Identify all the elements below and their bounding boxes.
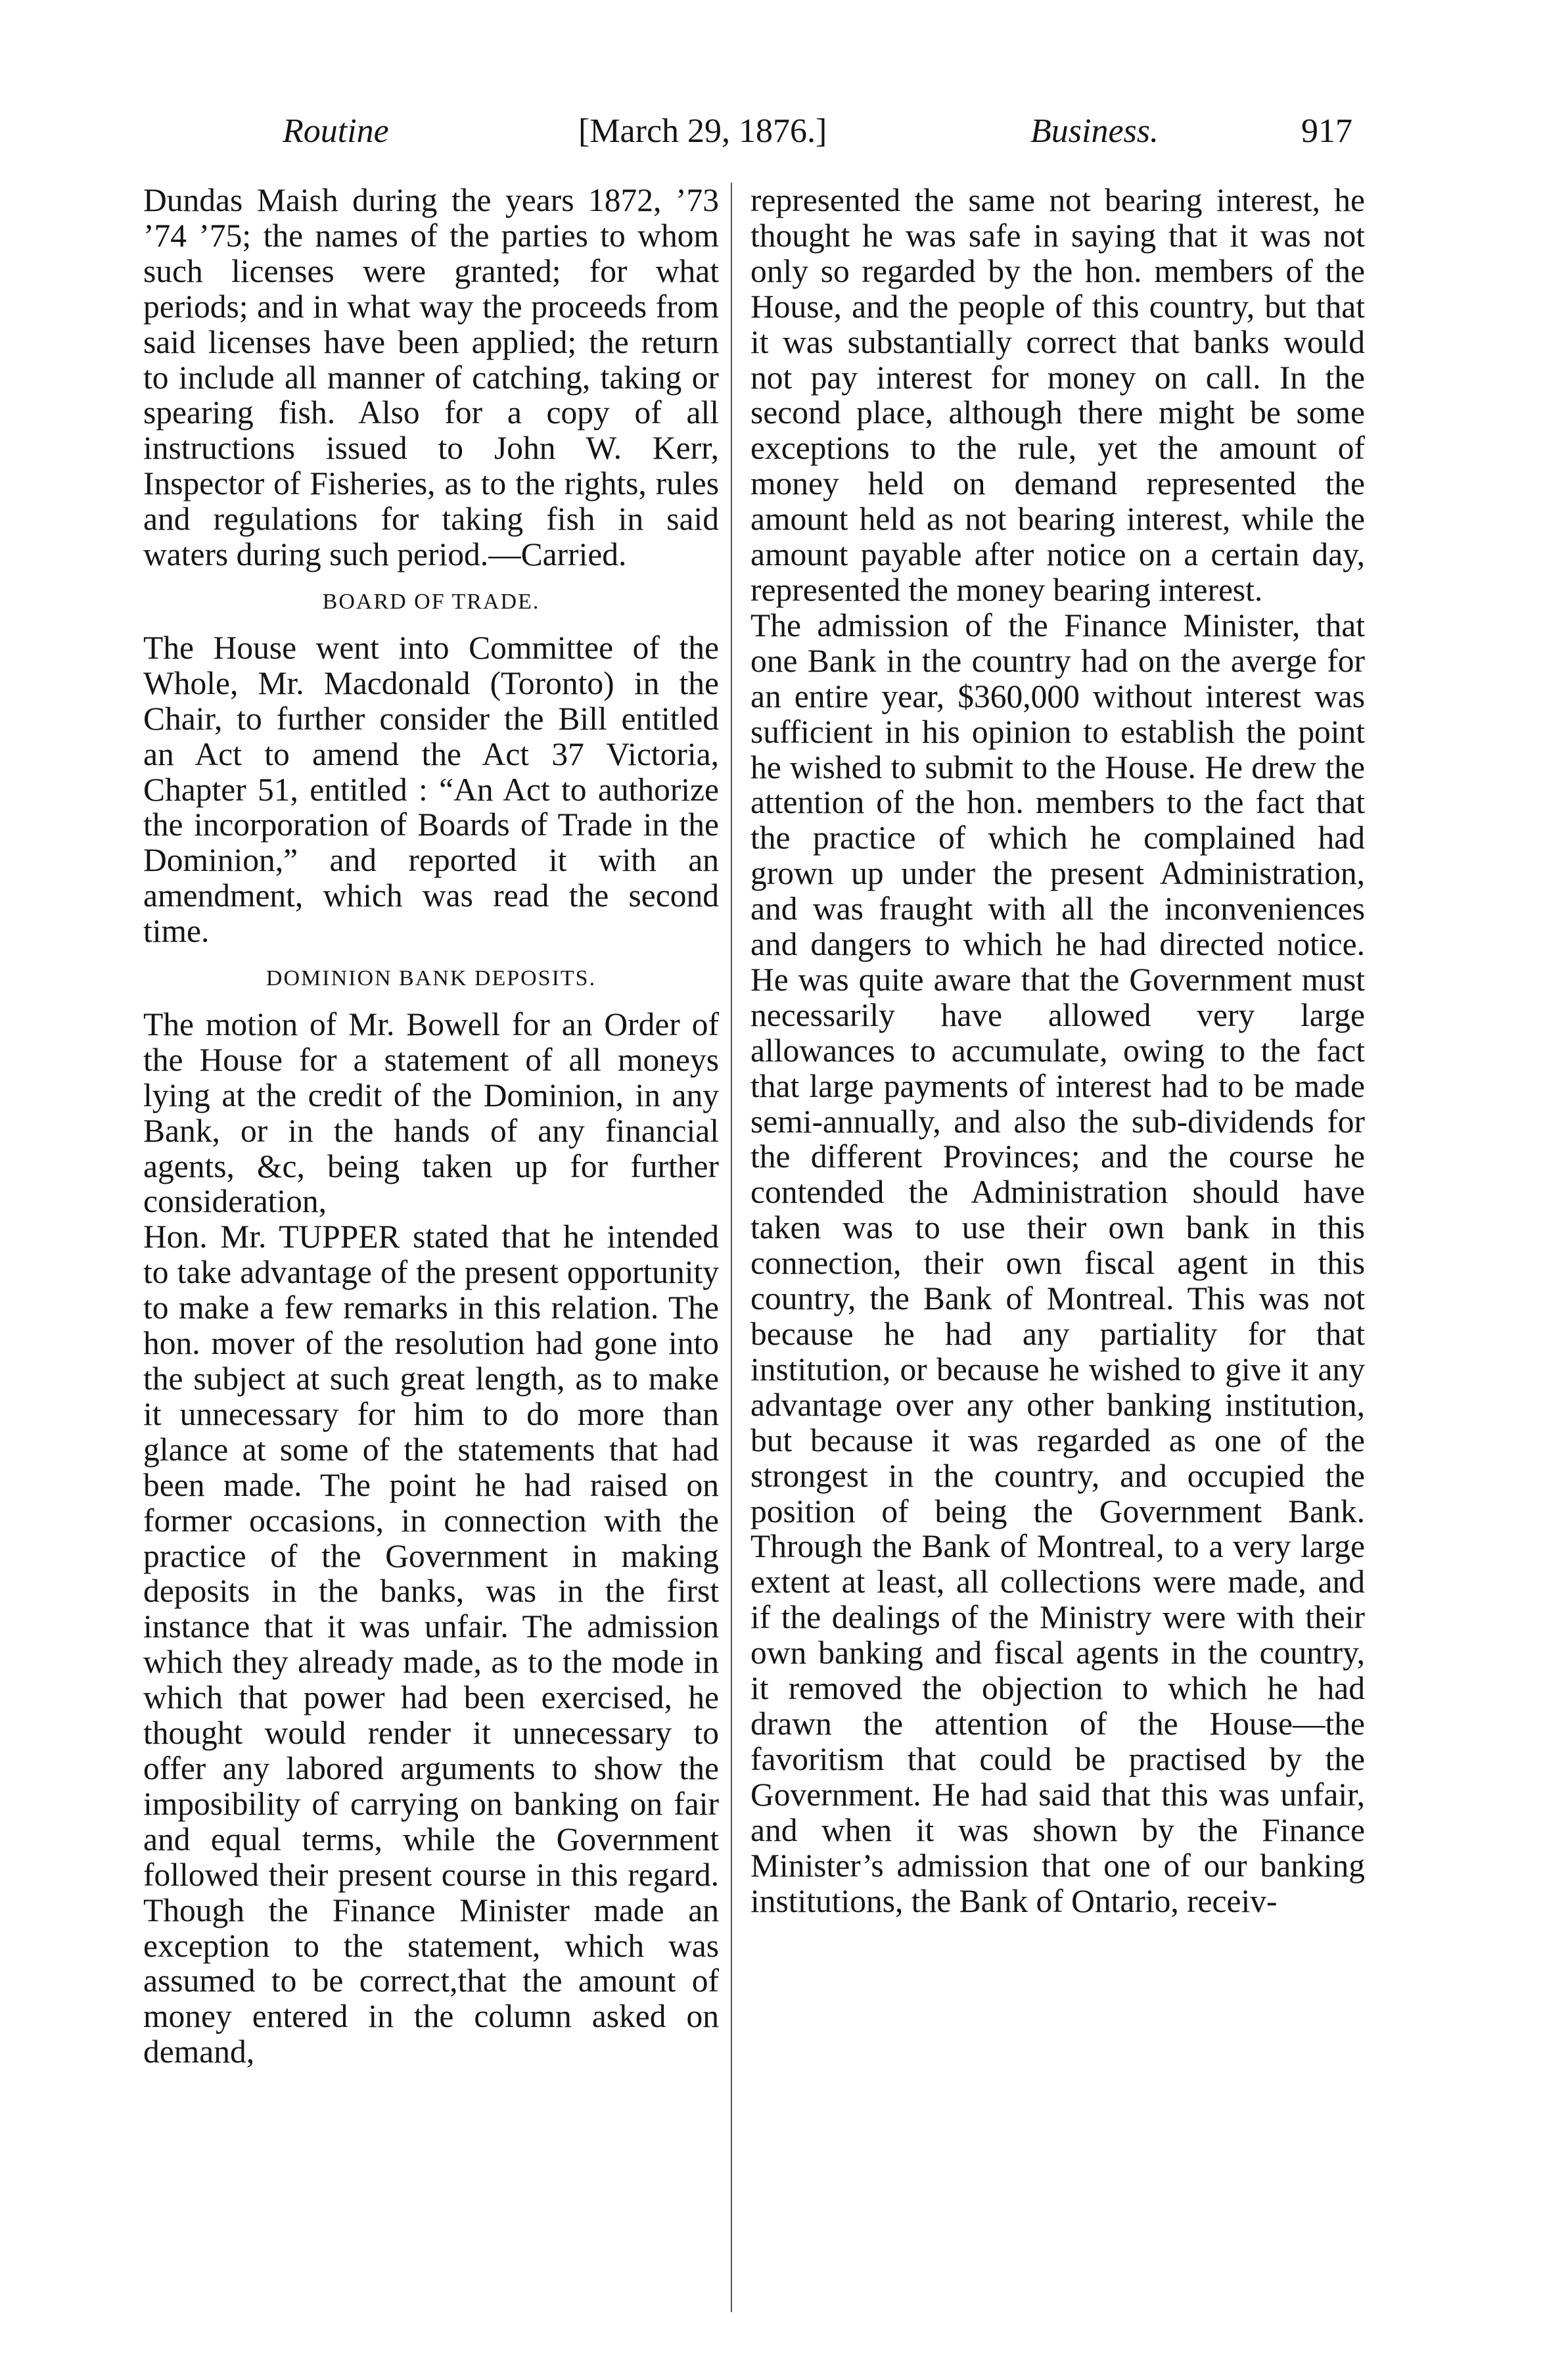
left-column [143,183,719,2070]
paragraph-bowell-motion: The motion of Mr. Bowell for an Order of the House for a statement of all moneys lying at the credit of the Dominion, in any Bank, or in the hands of any financial agents, &c, being taken up for further consideration, [143,1006,719,1220]
section-heading-bank-deposits: DOMINION BANK DEPOSITS. [265,966,597,991]
right-column [750,183,1365,1919]
running-header [0,112,1568,164]
paragraph-board-of-trade: The House went into Committee of the Whole, Mr. Macdonald (Toronto) in the Chair, to further consider the Bill entitled an Act to amend the Act 37 Victoria, Chapter 51, entitled : “An Act to authorize the incorporation of Boards of Trade in the Dominion,” and reported it with an amendment, which was read the second time. [143,629,719,950]
section-heading-board-of-trade: BOARD OF TRADE. [322,589,540,614]
header-date: [March 29, 1876.] [578,112,827,150]
header-right: Business. [1030,112,1159,150]
paragraph-tupper-statement: Hon. Mr. TUPPER stated that he intended to take advantage of the present opportunity to make a few remarks in this relation. The hon. mover of the resolution had gone into the subject at such great length, as to make it unnecessary for him to do more than glance at some of the statements that had been made. The point he had raised on former occasions, in connection with the practice of the Government in making deposits in the banks, was in the first instance that it was unfair. The admission which they already made, as to the mode in which that power had been exercised, he thought would render it unnecessary to offer any labored arguments to show the imposibility of carrying on banking on fair and equal terms, while the Government followed their present course in this regard. Though the Finance Minister made an exception to the statement, which was assumed to be correct,that the amount of money entered in the column asked on demand, [143,1219,719,2070]
column-divider [731,183,732,2312]
paragraph-continuation: represented the same not bearing interest, he thought he was safe in saying that it was not only so regarded by the hon. members of the House, and the people of this country, but that it was substantially correct that banks would not pay interest for money on call. In the second place, although there might be some exceptions to the rule, yet the amount of money held on demand represented the amount held as not bearing interest, while the amount payable after notice on a certain day, represented the money bearing interest. [750,182,1365,608]
page-number: 917 [1301,112,1352,150]
header-left: Routine [283,112,389,150]
paragraph-finance-minister-admission: The admission of the Finance Minister, that one Bank in the country had on the averge for an entire year, $360,000 without interest was sufficient in his opinion to establish the point he wished to submit to the House. He drew the attention of the hon. members to the fact that the practice of which he complained had grown up under the present Administration, and was fraught with all the inconveniences and dangers to which he had directed notice. He was quite aware that the Government must necessarily have allowed very large allowances to accumulate, owing to the fact that large payments of interest had to be made semi-annually, and also the sub-dividends for the different Provinces; and the course he contended the Administration should have taken was to use their own bank in this connection, their own fiscal agent in this country, the Bank of Montreal. This was not because he had any partiality for that institution, or because he wished to give it any advantage over any other banking institution, but because it was regarded as one of the strongest in the country, and occupied the position of being the Government Bank. Through the Bank of Montreal, to a very large extent at least, all collections were made, and if the dealings of the Ministry were with their own banking and fiscal agents in the country, it removed the objection to which he had drawn the attention of the House—the favoritism that could be practised by the Government. He had said that this was unfair, and when it was shown by the Finance Minister’s admission that one of our banking institutions, the Bank of Ontario, receiv- [750,607,1365,1919]
paragraph-fisheries-motion: Dundas Maish during the years 1872, ’73 ’74 ’75; the names of the parties to whom such licenses were granted; for what periods; and in what way the proceeds from said licenses have been applied; the return to include all manner of catching, taking or spearing fish. Also for a copy of all instructions issued to John W. Kerr, Inspector of Fisheries, as to the rights, rules and regulations for taking fish in said waters during such period.—Carried. [143,182,719,573]
